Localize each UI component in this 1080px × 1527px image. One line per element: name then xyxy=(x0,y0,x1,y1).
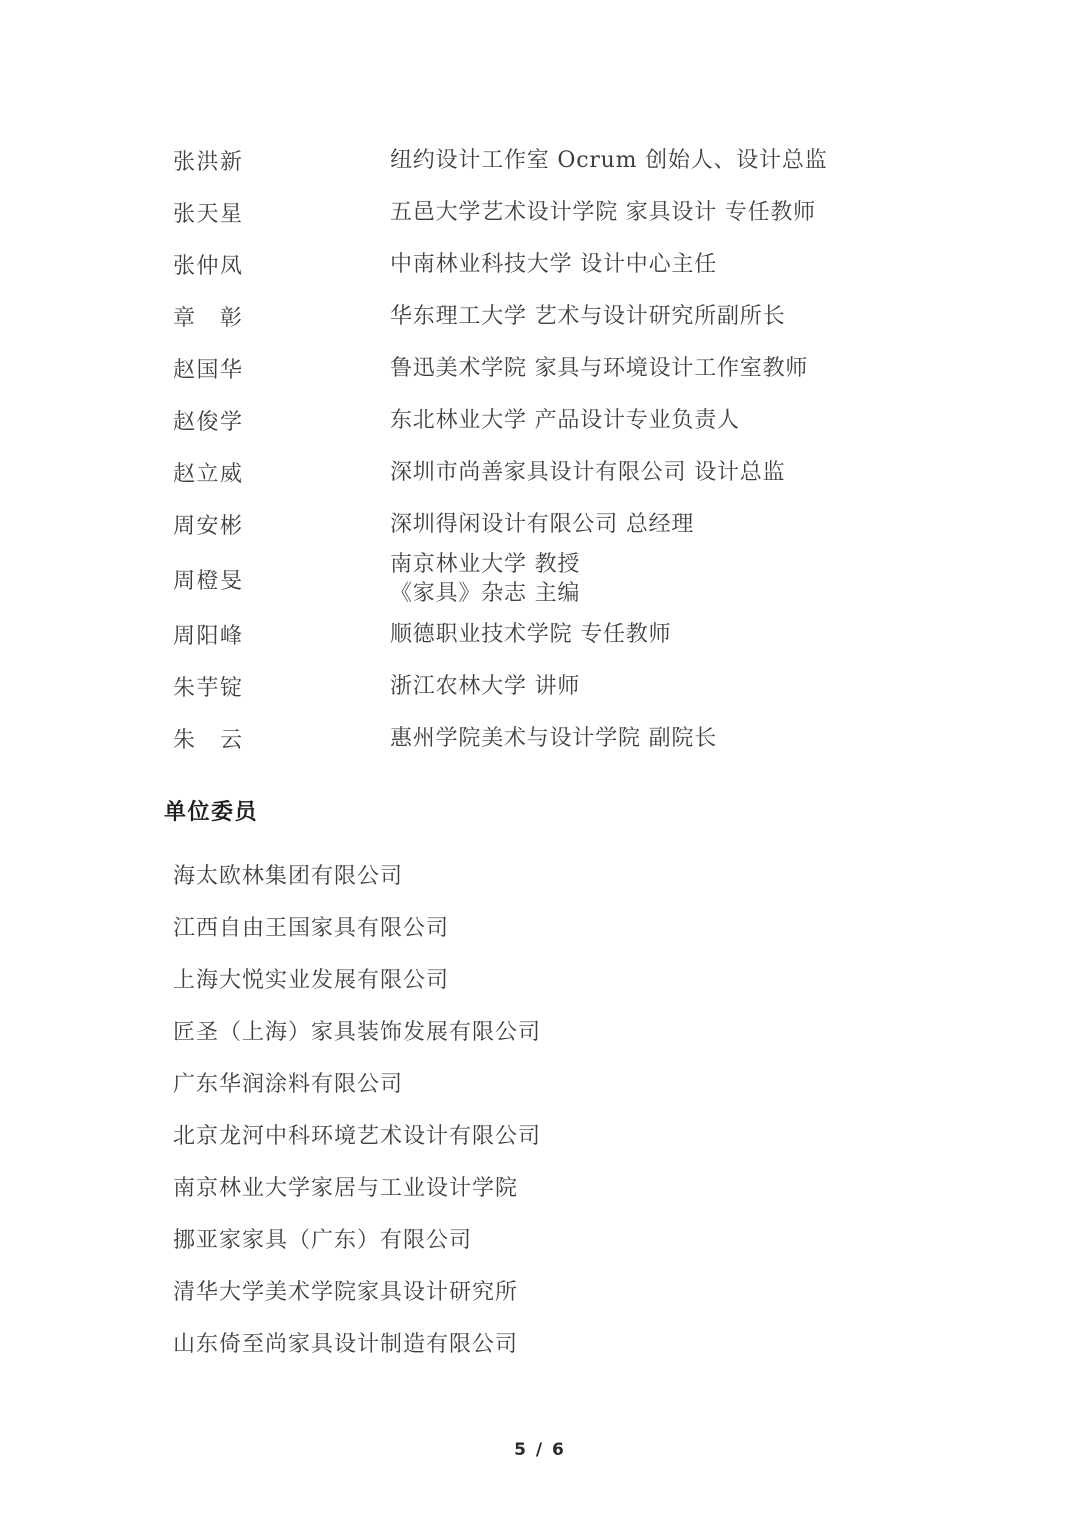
company-row: 挪亚家家具（广东）有限公司 xyxy=(173,1227,473,1253)
member-name: 张天星 xyxy=(173,201,244,227)
company-row: 山东倚至尚家具设计制造有限公司 xyxy=(173,1331,519,1357)
company-row: 海太欧林集团有限公司 xyxy=(173,863,404,889)
member-affiliation xyxy=(390,510,1020,539)
member-affiliation xyxy=(390,146,1020,175)
member-affiliation xyxy=(390,198,1020,227)
members-list xyxy=(173,134,1020,764)
member-name: 张洪新 xyxy=(173,149,244,175)
company-row: 清华大学美术学院家具设计研究所 xyxy=(173,1279,519,1305)
member-affiliation xyxy=(390,354,1020,383)
company-row: 江西自由王国家具有限公司 xyxy=(173,915,450,941)
member-row xyxy=(173,550,1020,608)
affiliation-line: 深圳市尚善家具设计有限公司 设计总监 xyxy=(390,459,786,485)
company-row: 广东华润涂料有限公司 xyxy=(173,1071,404,1097)
member-affiliation xyxy=(390,250,1020,279)
member-name: 赵国华 xyxy=(173,357,244,383)
affiliation-line: 《家具》杂志 主编 xyxy=(390,581,581,606)
affiliation-line: 五邑大学艺术设计学院 家具设计 专任教师 xyxy=(390,199,816,225)
page-number: 5 / 6 xyxy=(514,1440,566,1460)
member-row xyxy=(173,660,1020,712)
member-name: 朱 云 xyxy=(173,727,244,753)
member-affiliation xyxy=(390,458,1020,487)
affiliation-line: 中南林业科技大学 设计中心主任 xyxy=(390,251,717,277)
page-content xyxy=(164,134,1020,1368)
affiliation-line: 深圳得闲设计有限公司 总经理 xyxy=(390,511,695,537)
unit-members-heading: 单位委员 xyxy=(164,800,259,825)
member-affiliation xyxy=(390,724,1020,753)
member-name: 周安彬 xyxy=(173,513,244,539)
member-row xyxy=(173,134,1020,186)
member-row xyxy=(173,238,1020,290)
affiliation-line: 南京林业大学 教授 xyxy=(390,552,581,577)
company-row: 北京龙河中科环境艺术设计有限公司 xyxy=(173,1123,542,1149)
company-row: 匠圣（上海）家具装饰发展有限公司 xyxy=(173,1019,542,1045)
member-name: 周橙旻 xyxy=(173,568,244,594)
member-name: 赵俊学 xyxy=(173,409,244,435)
member-name: 章 彰 xyxy=(173,305,244,331)
member-row xyxy=(173,290,1020,342)
member-name: 朱芋锭 xyxy=(173,675,244,701)
affiliation-line: 惠州学院美术与设计学院 副院长 xyxy=(390,725,717,751)
member-affiliation xyxy=(390,620,1020,649)
affiliation-line: 浙江农林大学 讲师 xyxy=(390,673,581,699)
affiliation-line: 东北林业大学 产品设计专业负责人 xyxy=(390,407,740,433)
member-affiliation xyxy=(390,672,1020,701)
affiliation-line: 纽约设计工作室 Ocrum 创始人、设计总监 xyxy=(390,147,828,173)
member-row xyxy=(173,498,1020,550)
affiliation-line: 顺德职业技术学院 专任教师 xyxy=(390,621,672,647)
company-row: 上海大悦实业发展有限公司 xyxy=(173,967,450,993)
company-row: 南京林业大学家居与工业设计学院 xyxy=(173,1175,519,1201)
member-name: 周阳峰 xyxy=(173,623,244,649)
member-row xyxy=(173,712,1020,764)
member-name: 张仲凤 xyxy=(173,253,244,279)
member-row xyxy=(173,186,1020,238)
member-row xyxy=(173,446,1020,498)
member-name: 赵立威 xyxy=(173,461,244,487)
member-row xyxy=(173,342,1020,394)
affiliation-line: 华东理工大学 艺术与设计研究所副所长 xyxy=(390,303,786,329)
company-list xyxy=(173,848,1020,1368)
member-affiliation xyxy=(390,302,1020,331)
member-affiliation xyxy=(390,550,1020,608)
member-row xyxy=(173,394,1020,446)
member-row xyxy=(173,608,1020,660)
affiliation-line: 鲁迅美术学院 家具与环境设计工作室教师 xyxy=(390,355,809,381)
member-affiliation xyxy=(390,406,1020,435)
